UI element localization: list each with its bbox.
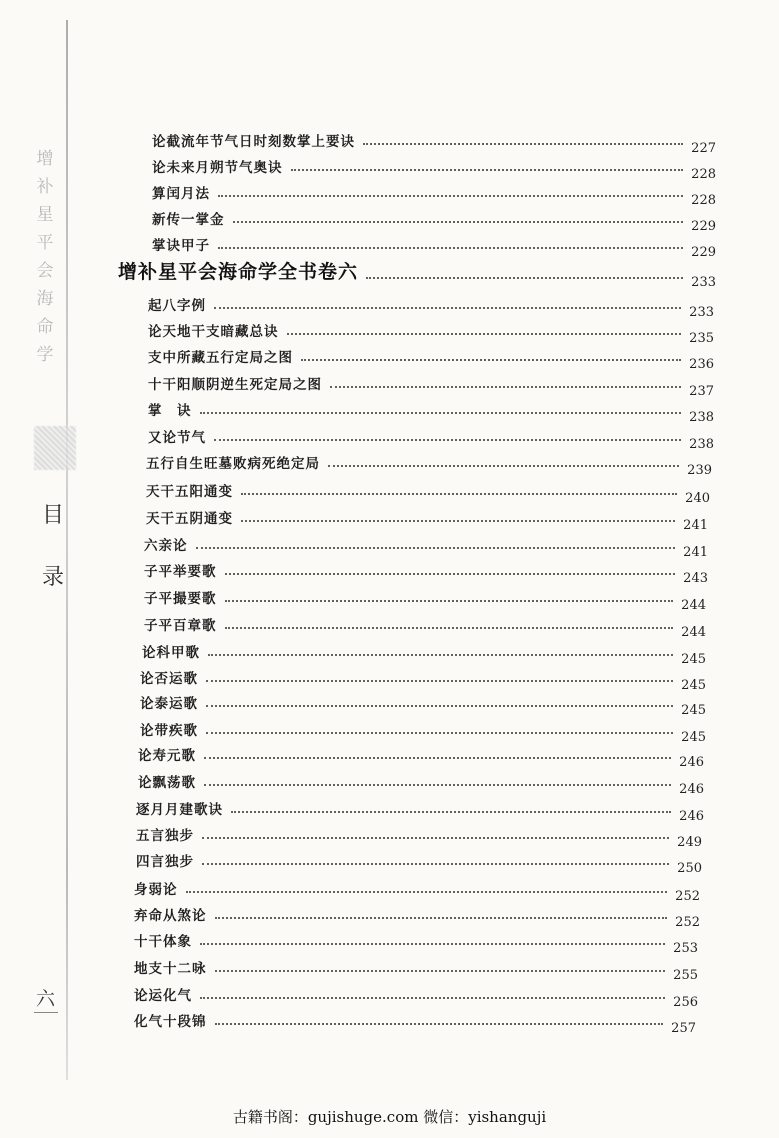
toc-entry-title: 论未来月朔节气奥诀 <box>152 160 283 176</box>
toc-leader-dots <box>328 464 679 467</box>
toc-page-number: 252 <box>675 889 700 904</box>
toc-page-number: 246 <box>679 755 704 770</box>
toc-entry <box>144 558 708 586</box>
toc-page-number: 255 <box>673 968 698 983</box>
toc-entry-title: 逐月月建歌诀 <box>136 802 223 818</box>
toc-entry-title: 论带疾歌 <box>140 723 198 739</box>
toc-leader-dots <box>218 246 683 249</box>
spine-char: 学 <box>36 345 54 365</box>
toc-page-number: 244 <box>681 625 706 640</box>
toc-leader-dots <box>202 862 669 865</box>
toc-leader-dots <box>218 194 683 197</box>
section-mark-lu: 录 <box>41 565 64 590</box>
toc-leader-dots <box>363 142 683 145</box>
toc-entry-title: 四言独步 <box>136 854 194 870</box>
toc-entry <box>148 292 714 320</box>
toc-entry <box>148 371 714 399</box>
folio-rule <box>34 1012 58 1013</box>
toc-entry-title: 论泰运歌 <box>140 696 198 712</box>
watermark-footer: 古籍书阁：gujishuge.com 微信：yishanguji <box>232 1108 547 1126</box>
toc-entry-title: 六亲论 <box>144 538 188 554</box>
toc-leader-dots <box>215 969 666 972</box>
toc-page-number: 239 <box>687 463 712 478</box>
toc-page-number: 253 <box>673 941 698 956</box>
toc-page-number: 241 <box>683 545 708 560</box>
toc-entry <box>138 742 704 770</box>
toc-entry <box>152 232 716 260</box>
toc-page-number: 243 <box>683 571 708 586</box>
toc-leader-dots <box>225 626 674 629</box>
toc-page-number: 233 <box>689 305 714 320</box>
toc-entry <box>136 796 704 824</box>
toc-leader-dots <box>366 276 683 279</box>
toc-page-number: 245 <box>681 652 706 667</box>
toc-entry-title: 增补星平会海命学全书卷六 <box>118 261 359 283</box>
spine-title <box>30 145 60 369</box>
toc-entry-title: 算闰月法 <box>152 186 210 202</box>
toc-leader-dots <box>214 438 681 441</box>
toc-entry <box>146 478 710 506</box>
toc-leader-dots <box>208 653 673 656</box>
toc-page-number: 241 <box>683 518 708 533</box>
toc-leader-dots <box>206 731 673 734</box>
toc-entry-title: 天干五阴通变 <box>146 511 233 527</box>
toc-entry <box>144 585 706 613</box>
toc-page-number: 236 <box>689 357 714 372</box>
toc-page-number: 249 <box>677 835 702 850</box>
toc-leader-dots <box>206 704 673 707</box>
folio-number: 六 <box>36 988 56 1010</box>
toc-leader-dots <box>241 492 677 495</box>
toc-page-number: 233 <box>691 275 716 290</box>
toc-entry <box>136 848 702 876</box>
toc-entry-title: 支中所藏五行定局之图 <box>148 350 293 366</box>
spine-char: 补 <box>36 177 54 197</box>
toc-page-number: 238 <box>689 437 714 452</box>
toc-entry-title: 子平举要歌 <box>144 564 217 580</box>
toc-entry <box>148 318 714 346</box>
toc-page-number: 235 <box>689 331 714 346</box>
toc-entry-title: 天干五阳通变 <box>146 484 233 500</box>
toc-page-number: 228 <box>691 167 716 182</box>
toc-entry <box>152 206 716 234</box>
toc-leader-dots <box>215 916 668 919</box>
toc-leader-dots <box>214 306 681 309</box>
toc-entry-title: 掌诀甲子 <box>152 238 210 254</box>
toc-leader-dots <box>301 358 681 361</box>
toc-leader-dots <box>204 756 671 759</box>
toc-leader-dots <box>215 1022 664 1025</box>
toc-leader-dots <box>186 890 668 893</box>
toc-entry-title: 五言独步 <box>136 828 194 844</box>
toc-page-number: 245 <box>681 678 706 693</box>
toc-page-number: 240 <box>685 491 710 506</box>
toc-volume-heading <box>118 258 716 290</box>
toc-page-number: 229 <box>691 219 716 234</box>
toc-leader-dots <box>231 810 671 813</box>
toc-entry <box>144 532 708 560</box>
spine-char: 增 <box>36 149 54 169</box>
toc-page-number: 229 <box>691 245 716 260</box>
toc-entry-title: 又论节气 <box>148 430 206 446</box>
toc-page-number: 237 <box>689 384 714 399</box>
toc-leader-dots <box>206 679 673 682</box>
toc-page-number: 228 <box>691 193 716 208</box>
toc-entry <box>140 717 706 745</box>
toc-entry <box>140 690 706 718</box>
toc-entry-title: 弃命从煞论 <box>134 908 207 924</box>
toc-entry-title: 论飘荡歌 <box>138 775 196 791</box>
toc-entry-title: 五行自生旺墓败病死绝定局 <box>146 456 320 472</box>
toc-entry <box>142 639 706 667</box>
toc-page-number: 250 <box>677 861 702 876</box>
toc-entry-title: 掌 诀 <box>148 403 192 419</box>
toc-entry <box>134 1008 696 1036</box>
toc-entry-title: 论否运歌 <box>140 671 198 687</box>
toc-entry <box>136 822 702 850</box>
toc-entry <box>148 424 714 452</box>
toc-entry <box>148 344 714 372</box>
toc-leader-dots <box>287 332 682 335</box>
spine-char: 会 <box>36 261 54 281</box>
toc-page-number: 238 <box>689 410 714 425</box>
toc-page-number: 245 <box>681 703 706 718</box>
toc-page-number: 246 <box>679 782 704 797</box>
toc-page-number: 244 <box>681 598 706 613</box>
spine-char: 海 <box>36 289 54 309</box>
toc-entry-title: 论寿元歌 <box>138 748 196 764</box>
toc-entry-title: 十干阳顺阴逆生死定局之图 <box>148 377 322 393</box>
toc-entry <box>134 876 700 904</box>
toc-entry-title: 起八字例 <box>148 298 206 314</box>
toc-entry-title: 化气十段锦 <box>134 1014 207 1030</box>
toc-entry <box>134 982 698 1010</box>
toc-entry-title: 论运化气 <box>134 988 192 1004</box>
toc-entry-title: 论天地干支暗藏总诀 <box>148 324 279 340</box>
toc-entry <box>144 612 706 640</box>
toc-leader-dots <box>291 168 684 171</box>
margin-rule <box>66 20 68 1080</box>
toc-leader-dots <box>330 385 681 388</box>
toc-leader-dots <box>225 599 674 602</box>
toc-entry-title: 子平撮要歌 <box>144 591 217 607</box>
toc-entry <box>146 505 708 533</box>
toc-page-number: 252 <box>675 915 700 930</box>
toc-entry-title: 论科甲歌 <box>142 645 200 661</box>
toc-page-number: 257 <box>671 1021 696 1036</box>
toc-leader-dots <box>200 942 665 945</box>
toc-entry <box>152 154 716 182</box>
toc-entry <box>148 397 714 425</box>
toc-leader-dots <box>204 783 671 786</box>
section-mark-mu: 目 <box>41 503 64 528</box>
toc-page-number: 246 <box>679 809 704 824</box>
toc-leader-dots <box>200 996 665 999</box>
toc-entry <box>146 450 712 478</box>
toc-entry <box>140 665 706 693</box>
toc-entry <box>134 955 698 983</box>
spine-char: 命 <box>36 317 54 337</box>
spine-char: 平 <box>36 233 54 253</box>
toc-page-number: 245 <box>681 730 706 745</box>
toc-entry-title: 十干体象 <box>134 934 192 950</box>
toc-entry <box>138 769 704 797</box>
toc-entry <box>134 902 700 930</box>
toc-leader-dots <box>202 836 669 839</box>
toc-leader-dots <box>200 411 682 414</box>
toc-entry-title: 身弱论 <box>134 882 178 898</box>
toc-entry-title: 地支十二咏 <box>134 961 207 977</box>
toc-page-number: 227 <box>691 141 716 156</box>
toc-entry <box>152 180 716 208</box>
spine-char: 星 <box>36 205 54 225</box>
toc-page-number: 256 <box>673 995 698 1010</box>
toc-entry <box>134 928 698 956</box>
toc-entry-title: 论截流年节气日时刻数掌上要诀 <box>152 134 355 150</box>
toc-leader-dots <box>233 220 684 223</box>
toc-entry <box>152 128 716 156</box>
toc-leader-dots <box>225 572 676 575</box>
toc-leader-dots <box>241 519 675 522</box>
toc-entry-title: 新传一掌金 <box>152 212 225 228</box>
toc-leader-dots <box>196 546 676 549</box>
toc-entry-title: 子平百章歌 <box>144 618 217 634</box>
library-stamp-icon <box>34 426 76 470</box>
